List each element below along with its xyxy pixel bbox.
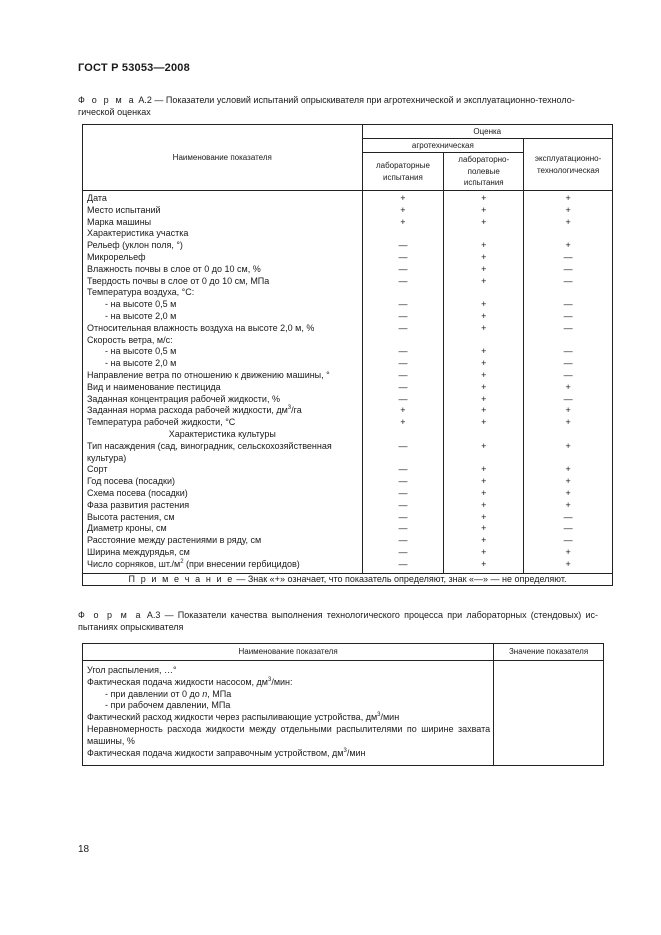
a3-line: - при давлении от 0 до n, МПа bbox=[105, 688, 232, 699]
a3-line: Фактическая подача жидкости заправочным устройством, $дм^3$/мин bbox=[87, 747, 366, 758]
table-row: Марка машины + + + bbox=[83, 217, 613, 229]
form-a2-caption-prefix: Ф о р м а bbox=[78, 95, 136, 105]
table-row: Дата + + + bbox=[83, 191, 613, 205]
table-row: Высота растения, см — + — bbox=[83, 512, 613, 524]
table-row: Год посева (посадки) — + + bbox=[83, 476, 613, 488]
table-row: Микрорельеф — + — bbox=[83, 252, 613, 264]
form-a3-caption bbox=[78, 609, 598, 633]
form-a3-table bbox=[82, 643, 604, 766]
note-text: — Знак «+» означает, что показатель определяют, знак «—» — не определяют. bbox=[233, 573, 567, 584]
table-row: Направление ветра по отношению к движению машины, ° — + — bbox=[83, 370, 613, 382]
col-name-header: Наименование показателя bbox=[83, 125, 363, 191]
col-exp-header: эксплуатационно-технологическая bbox=[524, 139, 613, 191]
table-row: - на высоте 2,0 м — + — bbox=[83, 358, 613, 370]
a3-col-name-header: Наименование показателя bbox=[83, 644, 494, 661]
form-a2-caption bbox=[78, 94, 598, 118]
document-code: ГОСТ Р 53053—2008 bbox=[78, 62, 190, 74]
table-row: - на высоте 2,0 м — + — bbox=[83, 311, 613, 323]
table-row: Температура воздуха, °С: bbox=[83, 287, 613, 299]
col-lab-header: лабораторные испытания bbox=[362, 153, 444, 191]
table-row: Схема посева (посадки) — + + bbox=[83, 488, 613, 500]
table-row: Сорт — + + bbox=[83, 464, 613, 476]
form-a2-table bbox=[82, 124, 613, 586]
a3-line: Угол распыления, …° bbox=[87, 665, 177, 675]
note-prefix: П р и м е ч а н и е bbox=[128, 573, 234, 584]
col-field-header: лабораторно-полевые испытания bbox=[444, 153, 524, 191]
table-row: Расстояние между растениями в ряду, см — + — bbox=[83, 535, 613, 547]
table-row: - на высоте 0,5 м — + — bbox=[83, 346, 613, 358]
a3-col-value-header: Значение показателя bbox=[494, 644, 604, 661]
form-a3-caption-prefix: Ф о р м а bbox=[78, 610, 143, 620]
table-row: Заданная норма расхода рабочей жидкости, $дм^3/га$ + + + bbox=[83, 405, 613, 417]
table-row: Вид и наименование пестицида — + + bbox=[83, 382, 613, 394]
table-row: Диаметр кроны, см — + — bbox=[83, 523, 613, 535]
a3-line: - при рабочем давлении, МПа bbox=[105, 700, 231, 711]
table-row: Ширина междурядья, см — + + bbox=[83, 547, 613, 559]
table-row: Влажность почвы в слое от 0 до 10 см, % — + — bbox=[83, 264, 613, 276]
form-a2-caption-text: А.2 — Показатели условий испытаний опрыскивателя при агротехнической и эксплуатационно-техноло-гической оценках bbox=[78, 95, 575, 117]
a3-value-cell bbox=[494, 661, 604, 766]
table-note bbox=[83, 573, 613, 586]
a3-line: Неравномерность расхода жидкости между отдельными распылителями по ширине захвата машины, % bbox=[87, 723, 491, 746]
table-row: Относительная влажность воздуха на высоте 2,0 м, % — + — bbox=[83, 323, 613, 335]
col-agro-header: агротехническая bbox=[362, 139, 524, 153]
a3-line: Фактический расход жидкости через распыливающие устройства, $дм^3$/мин bbox=[87, 712, 400, 723]
form-a3-caption-text: А.3 — Показатели качества выполнения технологического процесса при лабораторных (стендовых) ис-пытаниях опрыскивателя bbox=[78, 610, 598, 632]
table-row: Число сорняков, $шт./м^2$ (при внесении гербицидов) — + + bbox=[83, 559, 613, 573]
table-row: Заданная концентрация рабочей жидкости, % — + — bbox=[83, 394, 613, 406]
table-row: Твердость почвы в слое от 0 до 10 см, МПа — + — bbox=[83, 276, 613, 288]
table-row: Характеристика культуры bbox=[83, 429, 613, 441]
table-row: - на высоте 0,5 м — + — bbox=[83, 299, 613, 311]
table-row: Тип насаждения (сад, виноградник, сельскохозяйственная культура) — + + bbox=[83, 441, 613, 465]
table-row: Место испытаний + + + bbox=[83, 205, 613, 217]
col-group-header: Оценка bbox=[362, 125, 612, 139]
table-row: Скорость ветра, м/с: bbox=[83, 335, 613, 347]
table-row: Температура рабочей жидкости, °С + + + bbox=[83, 417, 613, 429]
table-row: Характеристика участка bbox=[83, 228, 613, 240]
table-row: Рельеф (уклон поля, °) — + + bbox=[83, 240, 613, 252]
table-row: Фаза развития растения — + + bbox=[83, 500, 613, 512]
page-number: 18 bbox=[78, 844, 90, 855]
a3-line: Фактическая подача жидкости насосом, $дм^3$/мин: bbox=[87, 676, 293, 687]
a3-indicator-list bbox=[83, 661, 494, 766]
